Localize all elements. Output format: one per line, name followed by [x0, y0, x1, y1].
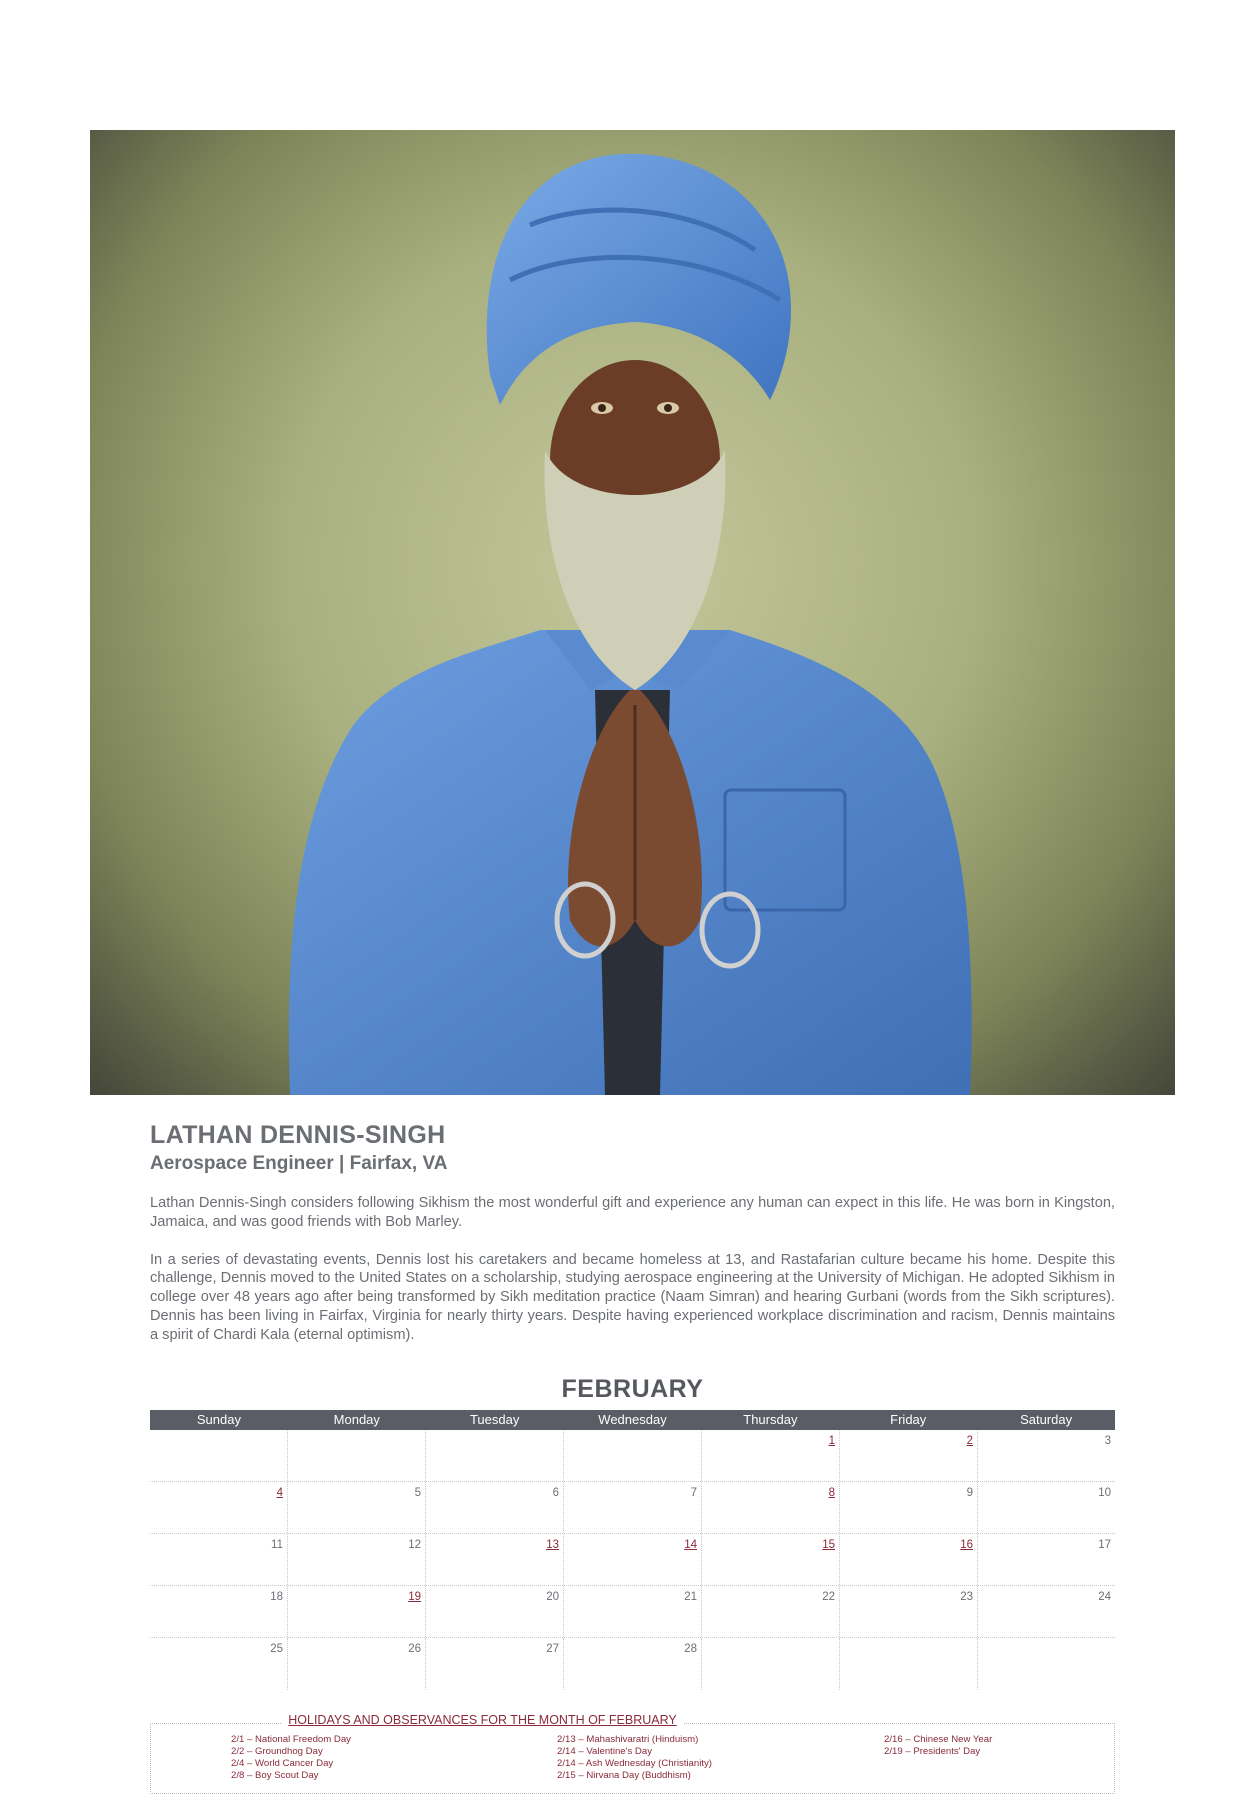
calendar-day-number: 11 — [271, 1539, 283, 1551]
holidays-title-link[interactable]: HOLIDAYS AND OBSERVANCES FOR THE MONTH OF FEBRUARY — [282, 1713, 683, 1727]
holiday-item: 2/14 – Valentine's Day — [557, 1746, 652, 1757]
weekday-label: Monday — [333, 1412, 380, 1427]
calendar-day-cell — [702, 1638, 840, 1690]
calendar-week-row — [150, 1638, 1115, 1690]
calendar-day-number: 28 — [684, 1643, 697, 1655]
calendar-day-holiday-link[interactable]: 8 — [828, 1487, 835, 1499]
calendar-day-number: 20 — [546, 1591, 559, 1603]
calendar-day-holiday-link[interactable]: 16 — [960, 1539, 973, 1551]
calendar-day-holiday-link[interactable]: 1 — [828, 1435, 835, 1447]
calendar-day-number: 10 — [1098, 1487, 1111, 1499]
calendar-day-cell — [564, 1586, 702, 1637]
calendar-day-cell — [840, 1638, 978, 1690]
calendar-day-cell — [564, 1430, 702, 1481]
holiday-item: 2/14 – Ash Wednesday (Christianity) — [557, 1758, 712, 1769]
calendar-day-cell — [978, 1482, 1115, 1533]
calendar-day-number: 21 — [684, 1591, 697, 1603]
calendar-day-number: 22 — [822, 1591, 835, 1603]
person-name: LATHAN DENNIS-SINGH — [150, 1121, 446, 1149]
weekday-label: Saturday — [1020, 1412, 1073, 1427]
calendar-day-number: 27 — [546, 1643, 559, 1655]
calendar-day-cell — [702, 1586, 840, 1637]
calendar-day-cell — [978, 1534, 1115, 1585]
calendar-day-cell — [840, 1586, 978, 1637]
calendar-day-cell — [288, 1430, 426, 1481]
calendar-day-number: 17 — [1098, 1539, 1111, 1551]
calendar-day-cell — [978, 1586, 1115, 1637]
calendar-weekday-header — [150, 1410, 1115, 1430]
holiday-item: 2/15 – Nirvana Day (Buddhism) — [557, 1770, 691, 1781]
calendar-day-number: 9 — [966, 1487, 973, 1499]
calendar-week-row — [150, 1586, 1115, 1638]
calendar-body — [150, 1430, 1115, 1690]
calendar-day-cell — [702, 1534, 840, 1585]
calendar-day-holiday-link[interactable]: 14 — [684, 1539, 697, 1551]
calendar-day-cell — [978, 1430, 1115, 1481]
calendar-day-cell — [150, 1534, 288, 1585]
calendar-grid — [150, 1410, 1115, 1690]
bio-paragraph-1: Lathan Dennis-Singh considers following Sikhism the most wonderful gift and experience any human can expect in this life. He was born in Kingston, Jamaica, and was good friends with Bob Marley. — [150, 1195, 1115, 1230]
calendar-day-cell — [564, 1638, 702, 1690]
calendar-day-cell — [564, 1482, 702, 1533]
holiday-item: 2/8 – Boy Scout Day — [231, 1770, 319, 1781]
calendar-day-number: 5 — [414, 1487, 421, 1499]
calendar-day-cell — [426, 1482, 564, 1533]
weekday-label: Friday — [890, 1412, 927, 1427]
calendar-day-cell — [150, 1482, 288, 1533]
holiday-item: 2/4 – World Cancer Day — [231, 1758, 334, 1769]
person-subtitle: Aerospace Engineer | Fairfax, VA — [150, 1153, 448, 1174]
calendar-day-cell — [150, 1430, 288, 1481]
holidays-title — [0, 1713, 965, 1727]
calendar-day-cell — [150, 1586, 288, 1637]
calendar-week-row — [150, 1534, 1115, 1586]
calendar-day-cell — [150, 1638, 288, 1690]
profile-section — [150, 1120, 1115, 1345]
calendar-day-cell — [840, 1430, 978, 1481]
calendar-day-holiday-link[interactable]: 19 — [408, 1591, 421, 1603]
calendar-day-holiday-link[interactable]: 13 — [546, 1539, 559, 1551]
calendar-day-number: 18 — [270, 1591, 283, 1603]
calendar-day-number: 12 — [408, 1539, 421, 1551]
holiday-item: 2/16 – Chinese New Year — [884, 1734, 993, 1745]
calendar-day-cell — [288, 1586, 426, 1637]
calendar-day-number: 25 — [270, 1643, 283, 1655]
bio-paragraph-2: In a series of devastating events, Dennis lost his caretakers and became homeless at 13, and Rastafarian culture became his home. Despite this challenge, Dennis moved to the United States on a scholarship, studying aerospace engineering at the University of Michigan. He adopted Sikhism in college over 48 years ago after being transformed by Sikh meditation practice (Naam Simran) and hearing Gurbani (words from the Sikh scriptures). Dennis has been living in Fairfax, Virginia for nearly thirty years. Despite having experienced workplace discrimination and racism, Dennis maintains a spirit of Chardi Kala (eternal optimism). — [150, 1251, 1115, 1343]
calendar-day-number: 3 — [1104, 1435, 1111, 1447]
weekday-label: Sunday — [196, 1412, 241, 1427]
holiday-item: 2/2 – Groundhog Day — [231, 1746, 323, 1757]
calendar-day-number: 23 — [960, 1591, 973, 1603]
portrait-photo — [90, 130, 1175, 1095]
calendar-day-cell — [426, 1430, 564, 1481]
calendar-day-holiday-link[interactable]: 2 — [966, 1435, 973, 1447]
holidays-column-3 — [884, 1734, 992, 1758]
calendar-month-title: FEBRUARY — [561, 1375, 704, 1403]
calendar-week-row — [150, 1430, 1115, 1482]
calendar-day-cell — [426, 1638, 564, 1690]
calendar-day-holiday-link[interactable]: 15 — [822, 1539, 835, 1551]
holidays-column-2 — [557, 1734, 712, 1782]
portrait-illustration — [90, 130, 1175, 1095]
weekday-label: Tuesday — [469, 1412, 520, 1427]
calendar-day-number: 6 — [552, 1487, 559, 1499]
holiday-item: 2/1 – National Freedom Day — [231, 1734, 351, 1745]
weekday-label: Thursday — [743, 1412, 798, 1427]
calendar-day-number: 7 — [690, 1487, 697, 1499]
calendar-day-cell — [840, 1482, 978, 1533]
holidays-column-1 — [231, 1734, 351, 1782]
calendar-day-cell — [978, 1638, 1115, 1690]
calendar-day-cell — [702, 1482, 840, 1533]
calendar-day-cell — [426, 1586, 564, 1637]
calendar-week-row — [150, 1482, 1115, 1534]
calendar-day-cell — [288, 1638, 426, 1690]
calendar-day-cell — [840, 1534, 978, 1585]
weekday-label: Wednesday — [598, 1412, 667, 1427]
calendar-day-cell — [426, 1534, 564, 1585]
holiday-item: 2/13 – Mahashivaratri (Hinduism) — [557, 1734, 699, 1745]
calendar-day-holiday-link[interactable]: 4 — [276, 1487, 283, 1499]
holiday-item: 2/19 – Presidents' Day — [884, 1746, 981, 1757]
calendar-day-cell — [288, 1482, 426, 1533]
calendar-day-number: 24 — [1098, 1591, 1111, 1603]
calendar-day-cell — [564, 1534, 702, 1585]
calendar-day-cell — [288, 1534, 426, 1585]
calendar-day-cell — [702, 1430, 840, 1481]
calendar-day-number: 26 — [408, 1643, 421, 1655]
